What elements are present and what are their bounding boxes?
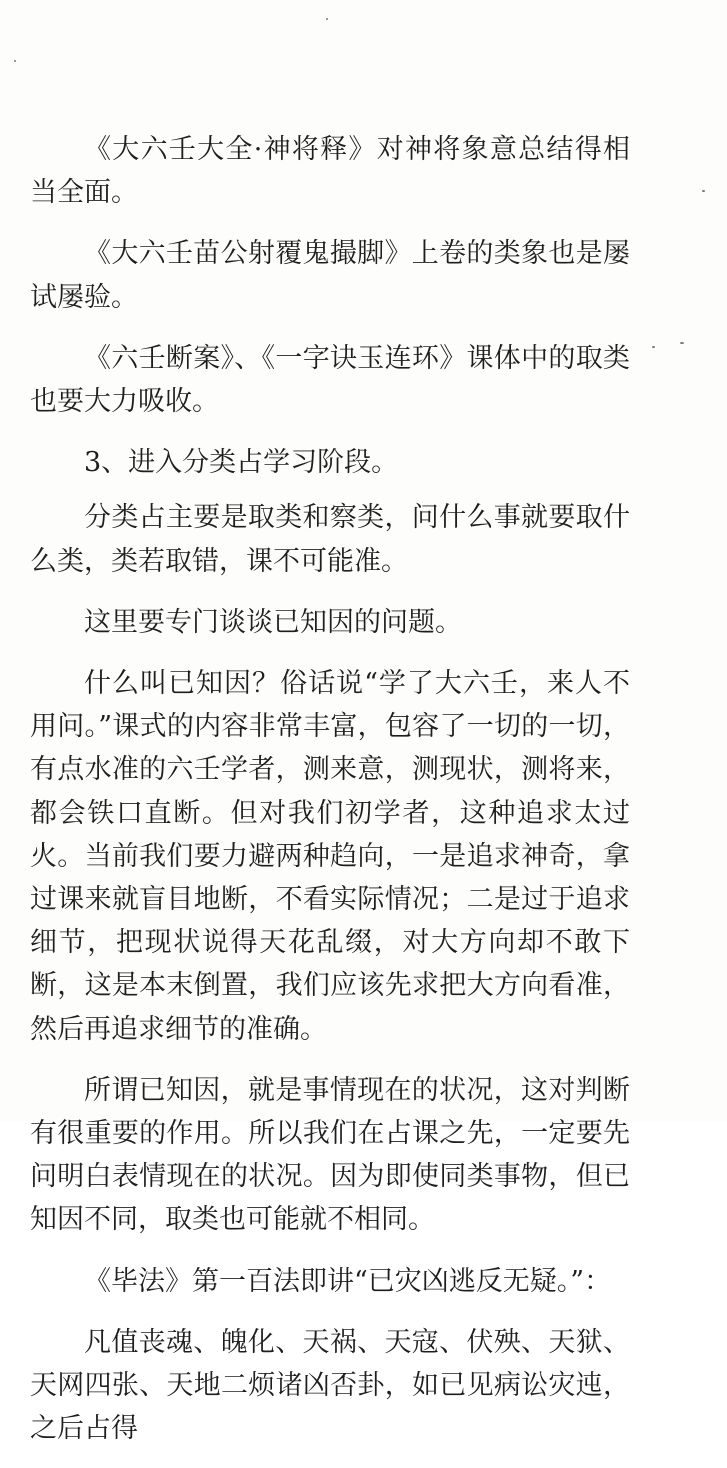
paragraph: 《毕法》第一百法即讲“已灾凶逃反无疑。”： bbox=[84, 1265, 612, 1297]
paragraph: 《大六壬苗公射覆鬼撮脚》上卷的类象也是屡试屡验。 bbox=[30, 238, 630, 313]
paragraph: 这里要专门谈谈已知因的问题。 bbox=[84, 606, 462, 638]
paragraph: 《六壬断案》、《一字诀玉连环》课体中的取类也要大力吸收。 bbox=[30, 342, 630, 418]
scan-speck bbox=[652, 346, 655, 348]
paragraph: 凡值丧魂、魄化、天祸、天寇、伏殃、天狱、天网四张、天地二烦诸凶否卦，如已见病讼灾迍，之后占得 bbox=[30, 1326, 630, 1445]
paragraph: 什么叫已知因？俗话说“学了大六壬，来人不用问。”课式的内容非常丰富，包容了一切的一切，有点水准的六壬学者，测来意，测现状，测将来，都会铁口直断。但对我们初学者，这种追求太过火。当前我们要力避两种趋向，一是追求神奇，拿过课来就盲目地断，不看实际情况；二是过于追求细节，把现状说得天花乱缀，对大方向却不敢下断，这是本末倒置，我们应该先求把大方向看准，然后再追求细节的准确。 bbox=[30, 668, 630, 1045]
body-text bbox=[30, 128, 630, 1468]
paragraph: 分类占主要是取类和察类，问什么事就要取什么类，类若取错，课不可能准。 bbox=[30, 502, 630, 577]
paragraph: 《大六壬大全·神将释》对神将象意总结得相当全面。 bbox=[30, 134, 630, 209]
paragraph: 所谓已知因，就是事情现在的状况，这对判断有很重要的作用。所以我们在占课之先，一定要先问明白表情现在的状况。因为即使同类事物，但已知因不同，取类也可能就不相同。 bbox=[30, 1074, 630, 1236]
section-heading: 3、进入分类占学习阶段。 bbox=[84, 447, 399, 479]
scan-speck bbox=[702, 190, 705, 192]
scan-speck bbox=[326, 18, 328, 20]
scan-speck bbox=[14, 60, 16, 62]
scan-speck bbox=[680, 342, 684, 344]
